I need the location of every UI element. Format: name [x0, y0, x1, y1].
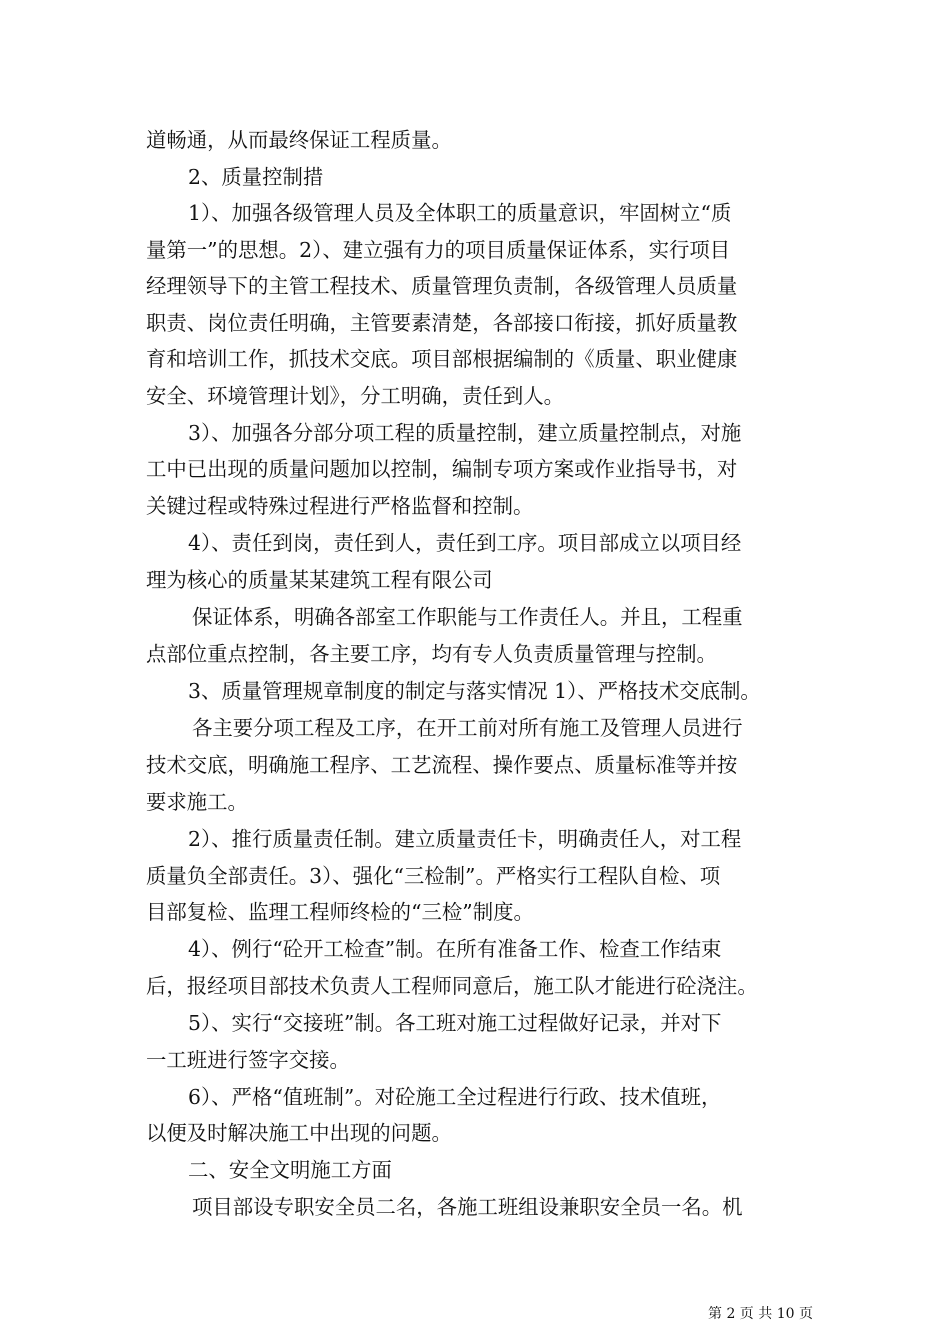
text-line: 质量负全部责任。3）、强化“三检制”。严格实行工程队自检、项 — [146, 864, 721, 888]
text-line: 以便及时解决施工中出现的问题。 — [146, 1121, 452, 1145]
text-line: 项目部设专职安全员二名，各施工班组设兼职安全员一名。机 — [192, 1195, 743, 1219]
text-line: 6）、严格“值班制”。对砼施工全过程进行行政、技术值班， — [188, 1085, 722, 1109]
text-line: 后，报经项目部技术负责人工程师同意后，施工队才能进行砼浇注。 — [146, 974, 758, 998]
section-heading: 二、安全文明施工方面 — [188, 1158, 392, 1182]
text-line: 量第一”的思想。2）、建立强有力的项目质量保证体系，实行项目 — [146, 238, 731, 262]
text-line: 点部位重点控制，各主要工序，均有专人负责质量管理与控制。 — [146, 642, 717, 666]
text-line: 育和培训工作，抓技术交底。项目部根据编制的《质量、职业健康 — [146, 347, 738, 371]
text-line: 1）、加强各级管理人员及全体职工的质量意识，牢固树立“质 — [188, 201, 732, 225]
text-line: 理为核心的质量某某建筑工程有限公司 — [146, 568, 493, 592]
text-line: 安全、环境管理计划》，分工明确，责任到人。 — [146, 384, 565, 408]
section-heading: 3、质量管理规章制度的制定与落实情况 1）、严格技术交底制。 — [188, 679, 761, 703]
text-line: 关键过程或特殊过程进行严格监督和控制。 — [146, 494, 534, 518]
text-line: 4）、责任到岗，责任到人，责任到工序。项目部成立以项目经 — [188, 531, 742, 555]
text-line: 4）、例行“砼开工检查”制。在所有准备工作、检查工作结束 — [188, 937, 722, 961]
page-number: 第 2 页 共 10 页 — [708, 1306, 813, 1322]
text-line: 经理领导下的主管工程技术、质量管理负责制，各级管理人员质量 — [146, 274, 738, 298]
section-heading: 2、质量控制措 — [188, 165, 324, 189]
text-line: 职责、岗位责任明确，主管要素清楚，各部接口衔接，抓好质量教 — [146, 311, 738, 335]
text-line: 道畅通，从而最终保证工程质量。 — [146, 128, 452, 152]
text-line: 各主要分项工程及工序，在开工前对所有施工及管理人员进行 — [192, 716, 743, 740]
text-line: 一工班进行签字交接。 — [146, 1048, 350, 1072]
text-line: 技术交底，明确施工程序、工艺流程、操作要点、质量标准等并按 — [146, 753, 738, 777]
text-line: 要求施工。 — [146, 790, 248, 814]
text-line: 目部复检、监理工程师终检的“三检”制度。 — [146, 900, 534, 924]
text-line: 5）、实行“交接班”制。各工班对施工过程做好记录，并对下 — [188, 1011, 722, 1035]
text-line: 3）、加强各分部分项工程的质量控制，建立质量控制点，对施 — [188, 421, 742, 445]
text-line: 保证体系，明确各部室工作职能与工作责任人。并且，工程重 — [192, 605, 743, 629]
text-line: 工中已出现的质量问题加以控制，编制专项方案或作业指导书，对 — [146, 457, 738, 481]
text-line: 2）、推行质量责任制。建立质量责任卡，明确责任人，对工程 — [188, 827, 742, 851]
